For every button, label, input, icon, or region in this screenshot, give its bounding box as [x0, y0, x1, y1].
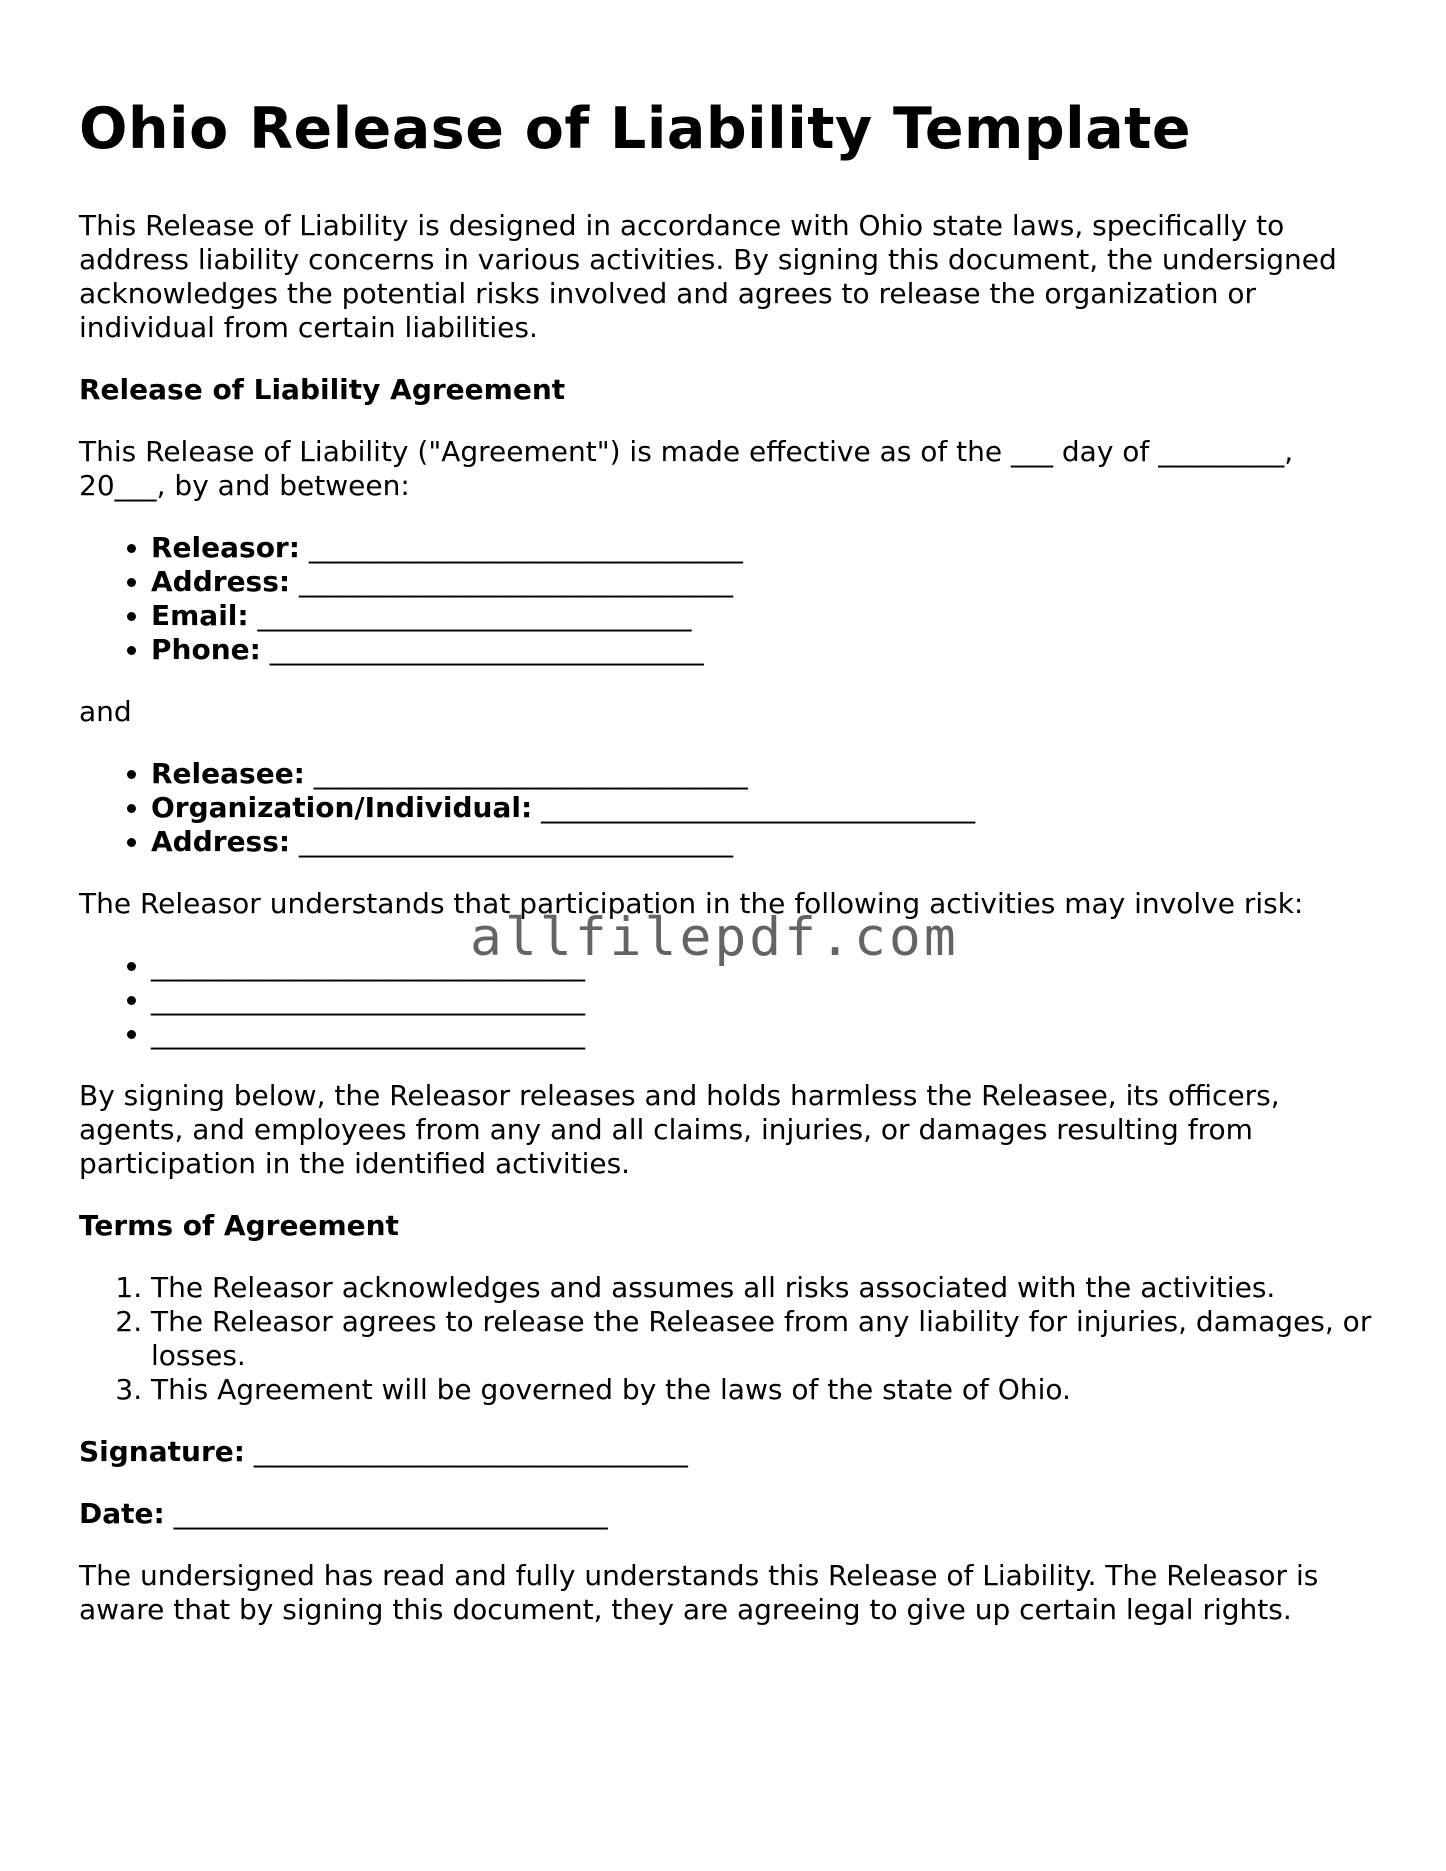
effective-line-2: 20___, by and between:	[79, 469, 410, 503]
fill-in-blank[interactable]: _______________________________	[532, 791, 976, 825]
document-page	[79, 95, 1379, 1655]
releasor-address-field	[151, 565, 1379, 599]
risk-statement: The Releasor understands that participation in the following activities may involve risk:	[79, 887, 1304, 921]
activity-item	[151, 983, 1379, 1017]
activity-item	[151, 949, 1379, 983]
releasee-organization-field	[151, 791, 1379, 825]
field-label: Releasor:	[151, 531, 300, 565]
releasee-address-field	[151, 825, 1379, 859]
fill-in-blank[interactable]: _______________________________	[290, 565, 733, 599]
fill-in-blank[interactable]: _______________________________	[260, 633, 704, 667]
term-item: 1. The Releasor acknowledges and assumes all risks associated with the activities.	[151, 1271, 1379, 1305]
watermark: allfilepdf.com	[470, 907, 959, 968]
releasee-fields-list	[79, 757, 1379, 859]
activity-blank[interactable]: _______________________________	[151, 949, 585, 983]
signature-blank[interactable]: _______________________________	[244, 1435, 688, 1469]
field-label: Address:	[151, 565, 291, 599]
intro-paragraph: This Release of Liability is designed in accordance with Ohio state laws, specifically to address liability concerns in various activities. By signing this document, the undersigned acknowledges the potential risks involved and agrees to release the organization or individual from certain liabilities.	[79, 209, 1337, 345]
field-label: Address:	[151, 825, 291, 859]
effective-date-paragraph	[79, 435, 1379, 503]
field-label: Releasee:	[151, 757, 305, 791]
releasor-phone-field	[151, 633, 1379, 667]
terms-heading: Terms of Agreement	[79, 1209, 399, 1243]
signature-line	[79, 1435, 1379, 1469]
releasor-name-field	[151, 531, 1379, 565]
date-blank[interactable]: _______________________________	[164, 1497, 608, 1531]
releasor-email-field	[151, 599, 1379, 633]
and-text: and	[79, 695, 132, 729]
release-statement: By signing below, the Releasor releases and holds harmless the Releasee, its officers, agents, and employees from any and all claims, injuries, or damages resulting from participation in the identified activities.	[79, 1079, 1280, 1181]
activities-list	[79, 949, 1379, 1051]
field-label: Phone:	[151, 633, 261, 667]
effective-line-1: This Release of Liability ("Agreement") is made effective as of the ___ day of _________,	[79, 435, 1294, 469]
releasor-fields-list	[79, 531, 1379, 667]
activity-blank[interactable]: _______________________________	[151, 1017, 585, 1051]
field-label: Organization/Individual:	[151, 791, 533, 825]
closing-paragraph: The undersigned has read and fully understands this Release of Liability. The Releasor is aware that by signing this document, they are agreeing to give up certain legal rights.	[79, 1559, 1319, 1627]
releasee-name-field	[151, 757, 1379, 791]
terms-list	[79, 1271, 1379, 1407]
document-title: Ohio Release of Liability Template	[79, 96, 1192, 162]
fill-in-blank[interactable]: _______________________________	[290, 825, 733, 859]
date-line	[79, 1497, 1379, 1531]
activity-blank[interactable]: _______________________________	[151, 983, 585, 1017]
term-item: 3. This Agreement will be governed by the laws of the state of Ohio.	[151, 1373, 1379, 1407]
fill-in-blank[interactable]: _______________________________	[299, 531, 743, 565]
fill-in-blank[interactable]: _______________________________	[248, 599, 692, 633]
term-item: 2. The Releasor agrees to release the Releasee from any liability for injuries, damages, or losses.	[151, 1305, 1379, 1373]
fill-in-blank[interactable]: _______________________________	[304, 757, 748, 791]
date-label: Date:	[79, 1497, 165, 1531]
agreement-heading: Release of Liability Agreement	[79, 373, 566, 407]
activity-item	[151, 1017, 1379, 1051]
field-label: Email:	[151, 599, 249, 633]
signature-label: Signature:	[79, 1435, 245, 1469]
